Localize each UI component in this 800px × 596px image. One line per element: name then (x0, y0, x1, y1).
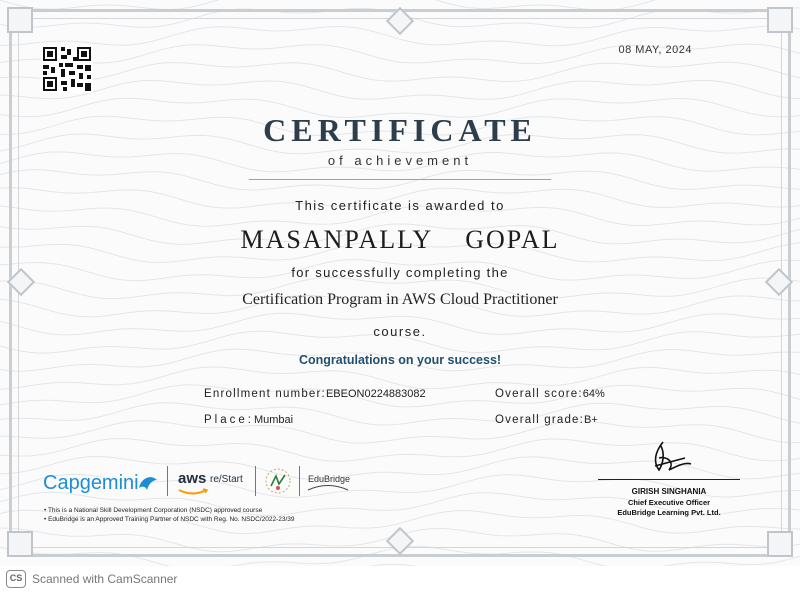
place-field (204, 414, 293, 426)
edubridge-arc-icon (306, 483, 350, 491)
corner-ornament-top-right (767, 7, 793, 33)
score-field (495, 388, 605, 400)
awarded-line: This certificate is awarded to (295, 198, 505, 213)
place-value: Mumbai (253, 414, 294, 426)
score-label: Overall score: (495, 388, 583, 400)
issue-date: 08 MAY, 2024 (618, 44, 692, 56)
camscanner-logo: CS (6, 570, 26, 588)
capgemini-logo: Capgemini (43, 472, 139, 494)
logo-separator (167, 466, 168, 496)
nsdc-emblem-icon (263, 466, 293, 496)
course-word: course. (373, 324, 427, 339)
qr-code-icon (41, 45, 93, 93)
corner-ornament-bottom-right (767, 531, 793, 557)
completion-line: for successfully completing the (291, 265, 509, 280)
logo-separator (255, 466, 256, 496)
footnote-nsdc: • This is a National Skill Development Corporation (NSDC) approved course (44, 507, 263, 514)
aws-restart-label: re/Start (210, 474, 243, 485)
place-label: Place: (204, 414, 254, 426)
corner-ornament-bottom-left (7, 531, 33, 557)
logo-separator (299, 466, 300, 496)
capgemini-spade-icon (137, 474, 159, 492)
camscanner-watermark: Scanned with CamScanner (32, 572, 178, 586)
footnote-edubridge: • EduBridge is an Approved Training Partner of NSDC with Reg. No. NSDC/2022-23/39 (44, 516, 295, 523)
recipient-name: MASANPALLY GOPAL (240, 225, 560, 254)
aws-smile-icon (178, 488, 208, 496)
grade-value: B+ (584, 414, 598, 426)
signatory-name: GIRISH SINGHANIA (631, 487, 707, 496)
congratulations-message: Congratulations on your success! (298, 353, 502, 367)
signature-icon (645, 440, 695, 478)
enrollment-value: EBEON0224883082 (325, 388, 426, 400)
signatory-organization: EduBridge Learning Pvt. Ltd. (617, 508, 721, 517)
program-name: Certification Program in AWS Cloud Practitioner (242, 291, 558, 308)
grade-label: Overall grade: (495, 414, 585, 426)
edubridge-logo: EduBridge (308, 474, 351, 484)
guilloche-line (0, 564, 800, 566)
aws-logo: aws (178, 470, 207, 487)
score-value: 64% (582, 388, 605, 400)
certificate-subtitle: of achievement (327, 153, 473, 168)
title-divider (249, 179, 551, 180)
certificate-title: CERTIFICATE (263, 112, 537, 148)
signatory-role: Chief Executive Officer (627, 498, 711, 507)
corner-ornament-top-left (7, 7, 33, 33)
grade-field (495, 414, 598, 426)
enrollment-label: Enrollment number: (204, 388, 326, 400)
signature-line (598, 479, 740, 480)
enrollment-field (204, 388, 426, 400)
